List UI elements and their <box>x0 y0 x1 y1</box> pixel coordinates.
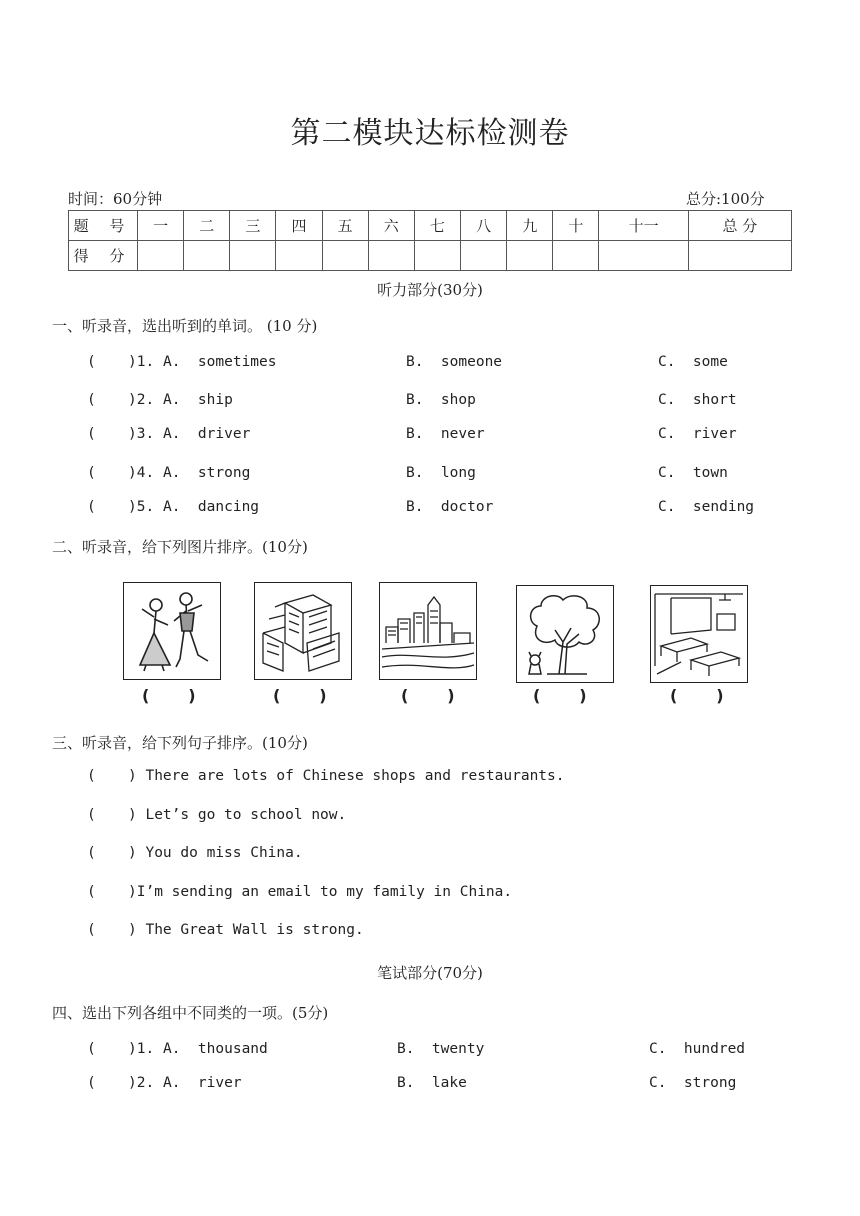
score-cell[interactable] <box>184 241 230 271</box>
score-col-11: 十一 <box>599 211 688 241</box>
writing-section-title: 笔试部分(70分) <box>377 964 483 982</box>
score-col-total: 总 分 <box>688 211 791 241</box>
option-a[interactable]: A. strong <box>163 465 251 481</box>
question-number: )5. <box>128 499 155 515</box>
answer-paren[interactable]: ( <box>87 768 96 784</box>
answer-paren[interactable]: ( <box>87 499 96 515</box>
section4-heading: 四、选出下列各组中不同类的一项。(5分) <box>52 1004 329 1022</box>
score-cell[interactable] <box>276 241 322 271</box>
score-table-row1-label: 题 号 <box>69 211 138 241</box>
sentence: ) There are lots of Chinese shops and restaurants. <box>128 768 565 784</box>
section3-heading: 三、听录音，给下列句子排序。(10分) <box>52 734 308 752</box>
option-b[interactable]: B. never <box>406 426 485 442</box>
classroom-icon <box>650 585 748 683</box>
sentence: )I’m sending an email to my family in China. <box>128 884 513 900</box>
tree-icon <box>516 585 614 683</box>
picture-answer-paren[interactable]: ( ) <box>401 686 455 705</box>
option-c[interactable]: C. hundred <box>649 1041 746 1057</box>
score-col-10: 十 <box>553 211 599 241</box>
answer-paren[interactable]: ( <box>87 845 96 861</box>
answer-paren[interactable]: ( <box>87 1075 96 1091</box>
option-a[interactable]: A. ship <box>163 392 233 408</box>
picture-answer-paren[interactable]: ( ) <box>533 686 587 705</box>
score-col-6: 六 <box>368 211 414 241</box>
page-title: 第二模块达标检测卷 <box>290 116 570 151</box>
score-cell[interactable] <box>688 241 791 271</box>
option-c[interactable]: C. some <box>658 354 728 370</box>
option-a[interactable]: A. sometimes <box>163 354 277 370</box>
score-col-7: 七 <box>414 211 460 241</box>
score-cell[interactable] <box>460 241 506 271</box>
score-col-9: 九 <box>507 211 553 241</box>
score-cell[interactable] <box>414 241 460 271</box>
answer-paren[interactable]: ( <box>87 922 96 938</box>
score-col-5: 五 <box>322 211 368 241</box>
option-c[interactable]: C. river <box>658 426 737 442</box>
city-skyline-icon <box>379 582 477 680</box>
answer-paren[interactable]: ( <box>87 884 96 900</box>
listening-section-title: 听力部分(30分) <box>377 281 483 299</box>
option-c[interactable]: C. sending <box>658 499 755 515</box>
score-table-header-row <box>69 211 792 241</box>
option-c[interactable]: C. short <box>658 392 737 408</box>
score-cell[interactable] <box>553 241 599 271</box>
answer-paren[interactable]: ( <box>87 354 96 370</box>
score-cell[interactable] <box>322 241 368 271</box>
option-b[interactable]: B. long <box>406 465 476 481</box>
answer-paren[interactable]: ( <box>87 465 96 481</box>
score-cell[interactable] <box>138 241 184 271</box>
option-b[interactable]: B. shop <box>406 392 476 408</box>
sentence: ) Let’s go to school now. <box>128 807 347 823</box>
total-score-label: 总分:100分 <box>686 190 765 208</box>
score-col-3: 三 <box>230 211 276 241</box>
time-label: 时间：60分钟 <box>68 190 163 208</box>
option-a[interactable]: A. thousand <box>163 1041 268 1057</box>
answer-paren[interactable]: ( <box>87 392 96 408</box>
option-c[interactable]: C. strong <box>649 1075 737 1091</box>
score-col-1: 一 <box>138 211 184 241</box>
sentence: ) The Great Wall is strong. <box>128 922 364 938</box>
answer-paren[interactable]: ( <box>87 1041 96 1057</box>
option-b[interactable]: B. someone <box>406 354 503 370</box>
dancers-icon <box>123 582 221 680</box>
score-col-8: 八 <box>460 211 506 241</box>
option-b[interactable]: B. twenty <box>397 1041 485 1057</box>
score-cell[interactable] <box>599 241 688 271</box>
score-table <box>68 210 792 271</box>
picture-answer-paren[interactable]: ( ) <box>142 686 196 705</box>
score-cell[interactable] <box>368 241 414 271</box>
score-table-row2-label: 得 分 <box>69 241 138 271</box>
section1-heading: 一、听录音，选出听到的单词。 (10 分) <box>52 317 318 335</box>
buildings-icon <box>254 582 352 680</box>
option-a[interactable]: A. dancing <box>163 499 260 515</box>
option-c[interactable]: C. town <box>658 465 728 481</box>
score-col-4: 四 <box>276 211 322 241</box>
question-number: )1. <box>128 354 155 370</box>
score-cell[interactable] <box>230 241 276 271</box>
score-table-score-row <box>69 241 792 271</box>
picture-answer-paren[interactable]: ( ) <box>670 686 724 705</box>
option-b[interactable]: B. lake <box>397 1075 467 1091</box>
question-number: )1. <box>128 1041 155 1057</box>
section2-heading: 二、听录音，给下列图片排序。(10分) <box>52 538 308 556</box>
question-number: )2. <box>128 1075 155 1091</box>
option-b[interactable]: B. doctor <box>406 499 494 515</box>
answer-paren[interactable]: ( <box>87 807 96 823</box>
option-a[interactable]: A. driver <box>163 426 251 442</box>
option-a[interactable]: A. river <box>163 1075 242 1091</box>
answer-paren[interactable]: ( <box>87 426 96 442</box>
score-cell[interactable] <box>507 241 553 271</box>
question-number: )2. <box>128 392 155 408</box>
picture-answer-paren[interactable]: ( ) <box>273 686 327 705</box>
sentence: ) You do miss China. <box>128 845 303 861</box>
question-number: )3. <box>128 426 155 442</box>
question-number: )4. <box>128 465 155 481</box>
score-col-2: 二 <box>184 211 230 241</box>
